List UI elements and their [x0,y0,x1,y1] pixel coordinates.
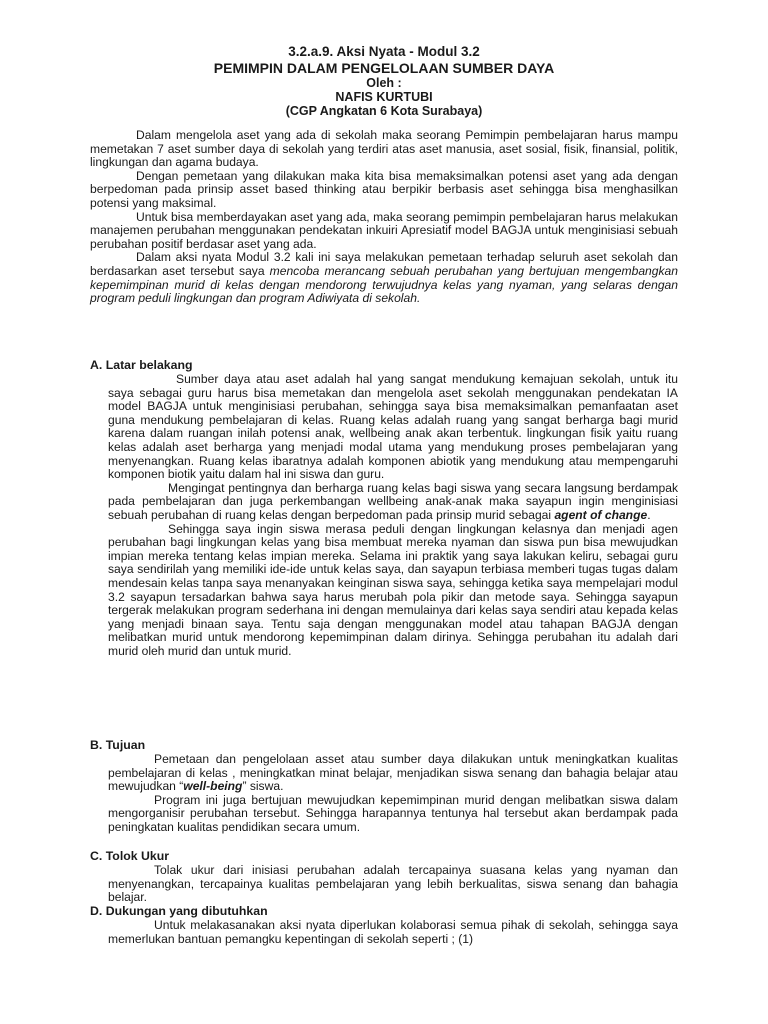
agent-of-change-emphasis: agent of change [554,507,648,522]
section-a-paragraph-2-text: Mengingat pentingnya dan berharga ruang kelas bagi siswa yang secara langsung berdampak pada pembelajaran dan juga perkembangan wellbeing anak-anak maka sayapun ingin menginisiasi sebuah perubahan di ruang kelas dengan berpedoman pada prinsip murid sebagai [108,480,678,522]
intro-paragraph-4-text: Dalam aksi nyata Modul 3.2 kali ini saya melakukan pemetaan terhadap seluruh aset sekolah dan berdasarkan aset tersebut saya [90,250,678,278]
section-a-paragraph-1: Sumber daya atau aset adalah hal yang sangat mendukung kemajuan sekolah, untuk itu saya sebagai guru harus bisa memetakan dan mengelola aset sekolah menggunakan pendekatan IA model BAGJA untuk menginisiasi perubahan, sehingga saya bisa memaksimalkan pemanfaatan aset guna mendukung pembelajaran di kelas. Ruang kelas adalah ruang yang sangat berharga bagi murid karena dalam ruangan inilah potensi anak, wellbeing anak akan terbentuk. lingkungan fisik yaitu ruang kelas adalah aset berharga yang menjadi modal utama yang mendukung proses pembelajaran yang menyenangkan. Ruang kelas ibaratnya adalah komponen abiotik yang mendukung atau mempengaruhi komponen biotik yaitu dalam hal ini siswa dan guru. [108,372,678,482]
document-subtitle: PEMIMPIN DALAM PENGELOLAAN SUMBER DAYA [213,60,555,76]
section-b-heading: B. Tujuan [90,738,146,752]
section-a-paragraph-2 [108,482,678,523]
section-c-paragraph-1: Tolak ukur dari inisiasi perubahan adalah tercapainya suasana kelas yang nyaman dan menyenangkan, tercapainya kualitas pembelajaran yang lebih berkualitas, siswa senang dan bahagia belajar. [108,863,678,905]
intro-paragraph-1: Dalam mengelola aset yang ada di sekolah maka seorang Pemimpin pembelajaran harus mampu memetakan 7 aset sumber daya di sekolah yang terdiri atas aset manusia, aset sosial, fisik, finansial, politik, lingkungan dan agama budaya. [90,128,678,170]
section-d-body [108,919,678,946]
document-title: 3.2.a.9. Aksi Nyata - Modul 3.2 [288,44,480,59]
section-a-body [108,373,678,658]
section-b-paragraph-1-text: Pemetaan dan pengelolaan asset atau sumber daya dilakukan untuk meningkatkan kualitas pembelajaran di kelas , meningkatkan minat belajar, menjadikan siswa senang dan bahagia belajar atau mewujudkan “ [108,752,678,794]
section-d-heading: D. Dukungan yang dibutuhkan [90,904,268,918]
section-b-paragraph-1-end: ” siswa. [242,779,284,794]
section-c-heading: C. Tolok Ukur [90,849,170,863]
intro-section [90,129,678,306]
intro-paragraph-2: Dengan pemetaan yang dilakukan maka kita bisa memaksimalkan potensi aset yang ada dengan berpedoman pada prinsip asset based thinking atau berpikir berbasis aset sehingga bisa menghasilkan potensi yang maksimal. [90,168,678,210]
section-c-body [108,864,678,905]
section-b-paragraph-2: Program ini juga bertujuan mewujudkan kepemimpinan murid dengan melibatkan siswa dalam mengorganisir perubahan tersebut. Sehingga harapannya tentunya hal tersebut akan berdampak pada peningkatan kualitas pendidikan secara umum. [108,792,678,834]
well-being-emphasis: well-being [183,779,243,794]
section-a-paragraph-2-end: . [647,507,651,522]
section-a-paragraph-3: Sehingga saya ingin siswa merasa peduli dengan lingkungan kelasnya dan menjadi agen perubahan bagi lingkungan kelas yang bisa membuat mereka nyaman dan siswa pun bisa mewujudkan impian mereka tentang kelas impian mereka. Selama ini praktik yang saya lakukan keliru, sebagai guru saya sendirilah yang memiliki ide-ide untuk kelas saya, dan sayapun terbiasa memberi tugas tugas dalam mendesain kelas tanpa saya menanyakan keinginan siswa saya, sehingga ketika saya mempelajari modul 3.2 sayapun tersadarkan bahwa saya harus merubah pola pikir dan metode saya. Sehingga sayapun tergerak melakukan program sederhana ini dengan memulainya dari kelas saya sendiri atau kepada kelas yang menjadi binaan saya. Tentu saja dengan menggunakan model atau tahapan BAGJA dengan melibatkan murid untuk mendorong kepemimpinan dalam dirinya. Sehingga perubahan itu adalah dari murid oleh murid dan untuk murid. [108,521,678,658]
section-a-heading: A. Latar belakang [90,358,193,372]
author-name: NAFIS KURTUBI [335,90,433,104]
section-d-paragraph-1: Untuk melakasanakan aksi nyata diperlukan kolaborasi semua pihak di sekolah, sehingga saya memerlukan bantuan pemangku kepentingan di sekolah seperti ; (1) [108,918,678,946]
section-b-paragraph-1 [108,753,678,794]
intro-paragraph-3: Untuk bisa memberdayakan aset yang ada, maka seorang pemimpin pembelajaran harus melakukan manajemen perubahan menggunakan pendekatan inkuiri Apresiatif model BAGJA untuk menginisiasi sebuah perubahan positif berdasar aset yang ada. [90,209,678,251]
intro-paragraph-4 [90,251,678,305]
intro-paragraph-4-italic: mencoba merancang sebuah perubahan yang bertujuan mengembangkan kepemimpinan murid di kelas dengan mendorong terwujudnya kelas yang nyaman, yang selaras dengan program peduli lingkungan dan program Adiwiyata di sekolah. [90,263,678,306]
section-b-body [108,753,678,835]
author-affiliation: (CGP Angkatan 6 Kota Surabaya) [285,104,483,118]
author-label: Oleh : [366,76,402,90]
